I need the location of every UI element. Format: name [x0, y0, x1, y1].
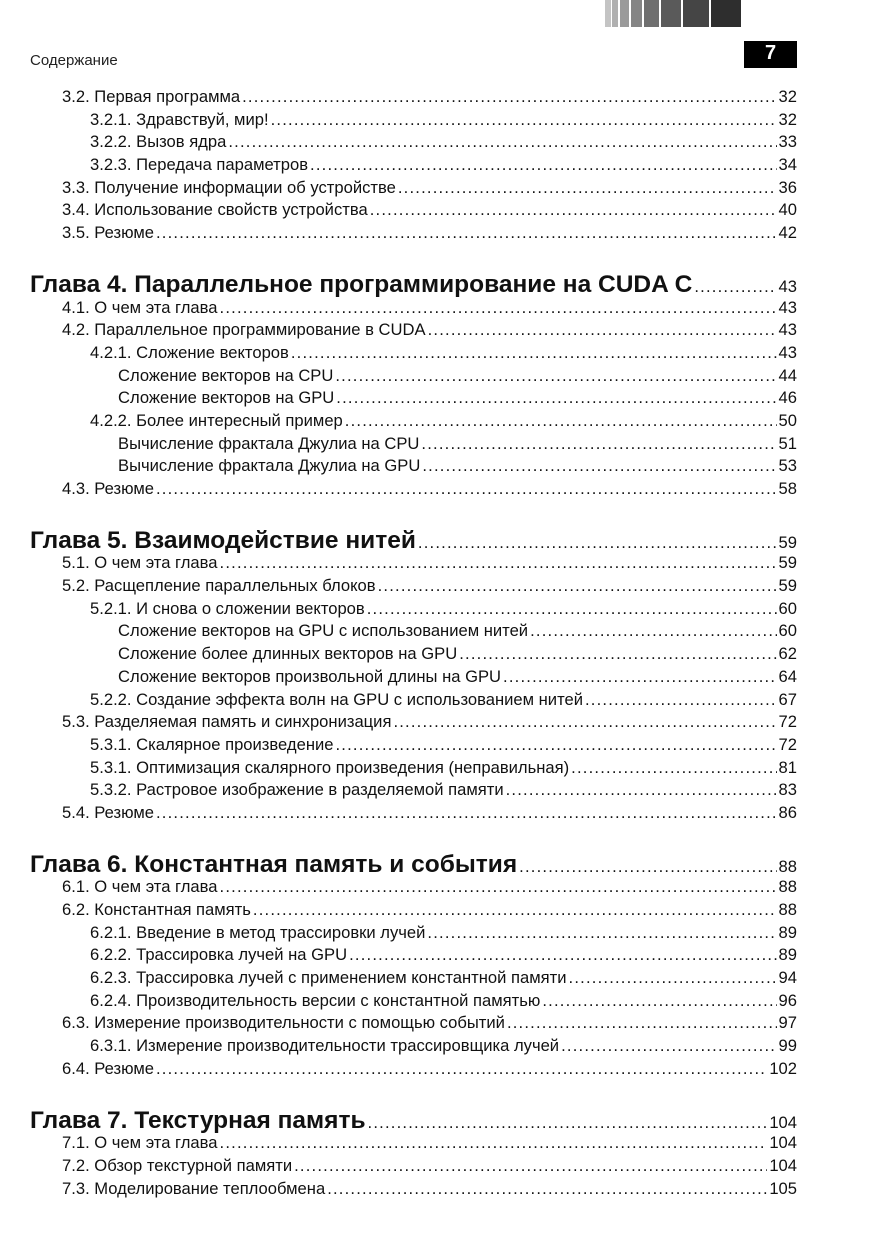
- dot-leader: [506, 779, 777, 802]
- toc-entry-page: 99: [778, 1036, 797, 1056]
- toc-entry-title: 5.2.2. Создание эффекта волн на GPU с использованием нитей: [90, 689, 583, 709]
- toc-entry: [0, 757, 797, 780]
- toc-entry-page: 72: [778, 712, 797, 732]
- toc-chapter-entry: [0, 270, 797, 298]
- toc-entry-page: 34: [778, 155, 797, 175]
- toc-entry-page: 32: [778, 87, 797, 106]
- toc-entry-page: 96: [778, 990, 797, 1010]
- toc-entry-title: 5.2. Расщепление параллельных блоков: [62, 576, 376, 596]
- dot-leader: [422, 455, 776, 478]
- toc-entry-page: 89: [778, 922, 797, 942]
- dot-leader: [393, 711, 776, 734]
- toc-entry: [0, 1178, 797, 1201]
- toc-entry: [0, 455, 797, 478]
- toc-entry-title: Сложение векторов на GPU с использованием нитей: [118, 621, 529, 641]
- dot-leader: [378, 575, 777, 598]
- toc-entry-page: 32: [778, 109, 797, 129]
- toc-entry-page: 81: [778, 757, 797, 777]
- dot-leader: [561, 1035, 776, 1058]
- toc-entry-page: 72: [778, 734, 797, 754]
- toc-entry-title: 6.1. О чем эта глава: [62, 877, 218, 897]
- toc-entry-title: 5.1. О чем эта глава: [62, 553, 218, 573]
- toc-entry-page: 59: [778, 553, 797, 573]
- toc-entry-page: 102: [769, 1058, 797, 1078]
- toc-entry: [0, 297, 797, 320]
- dot-leader: [542, 990, 776, 1013]
- toc-entry-title: 6.3. Измерение производительности с помощью событий: [62, 1013, 505, 1033]
- toc-entry: [0, 342, 797, 365]
- toc-entry-title: Сложение более длинных векторов на GPU: [118, 644, 458, 664]
- toc-entry-title: 5.3.2. Растровое изображение в разделяемой памяти: [90, 780, 504, 800]
- dot-leader: [335, 734, 776, 757]
- dot-leader: [569, 967, 777, 990]
- dot-leader: [530, 620, 776, 643]
- dot-leader: [271, 109, 777, 132]
- running-head-title: Содержание: [30, 52, 118, 69]
- toc-entry: [0, 689, 797, 712]
- toc-entry-page: 104: [769, 1133, 797, 1153]
- toc-chapter-entry: [0, 1106, 797, 1134]
- toc-entry-page: 46: [778, 388, 797, 408]
- toc-entry-page: 40: [778, 200, 797, 220]
- toc-entry-title: Вычисление фрактала Джулиа на GPU: [118, 456, 421, 476]
- toc-entry-title: 6.2.1. Введение в метод трассировки лучей: [90, 922, 426, 942]
- dot-leader: [156, 222, 777, 245]
- toc-entry-page: 59: [778, 532, 797, 552]
- toc-entry-title: Сложение векторов произвольной длины на GPU: [118, 666, 502, 686]
- toc-entry-title: 4.1. О чем эта глава: [62, 297, 218, 317]
- dot-leader: [459, 643, 776, 666]
- toc-entry: [0, 410, 797, 433]
- dot-leader: [310, 154, 776, 177]
- toc-entry-page: 89: [778, 945, 797, 965]
- toc-entry-page: 104: [769, 1155, 797, 1175]
- dot-leader: [336, 387, 776, 410]
- toc-entry-title: 6.3.1. Измерение производительности трассировщика лучей: [90, 1036, 560, 1056]
- page-number: 7: [744, 41, 797, 68]
- toc-entry-title: Вычисление фрактала Джулиа на CPU: [118, 433, 420, 453]
- toc-entry-page: 105: [769, 1178, 797, 1198]
- toc-entry-page: 94: [778, 968, 797, 988]
- toc-entry: [0, 575, 797, 598]
- toc-entry: [0, 222, 797, 245]
- toc-entry-page: 43: [778, 276, 797, 296]
- dot-leader: [370, 199, 777, 222]
- toc-entry-page: 60: [778, 598, 797, 618]
- toc-entry: [0, 1035, 797, 1058]
- toc-entry-title: 7.3. Моделирование теплообмена: [62, 1178, 326, 1198]
- dot-leader: [349, 944, 776, 967]
- toc-entry: [0, 876, 797, 899]
- toc-entry: [0, 433, 797, 456]
- toc-entry-title: 4.2.1. Сложение векторов: [90, 342, 289, 362]
- toc-entry-title: 3.2.1. Здравствуй, мир!: [90, 109, 269, 129]
- toc-entry-title: 5.3.1. Скалярное произведение: [90, 734, 334, 754]
- dot-leader: [220, 552, 777, 575]
- toc-entry-title: 6.2.4. Производительность версии с константной памятью: [90, 990, 541, 1010]
- dot-leader: [220, 297, 777, 320]
- dot-leader: [585, 689, 777, 712]
- toc-entry-title: 6.2. Константная память: [62, 900, 251, 919]
- dot-leader: [427, 922, 776, 945]
- toc-entry: [0, 86, 797, 109]
- toc-entry-title: 5.4. Резюме: [62, 802, 154, 822]
- toc-chapter-entry: [0, 850, 797, 878]
- toc-entry: [0, 387, 797, 410]
- dot-leader: [367, 598, 777, 621]
- dot-leader: [156, 1058, 767, 1081]
- dot-leader: [242, 86, 776, 109]
- toc-entry: [0, 1155, 797, 1178]
- toc-entry: [0, 620, 797, 643]
- dot-leader: [294, 1155, 767, 1178]
- dot-leader: [345, 410, 777, 433]
- toc-entry-page: 64: [778, 666, 797, 686]
- toc-entry-title: Глава 4. Параллельное программирование на CUDA C: [30, 270, 693, 298]
- toc-entry-title: 5.2.1. И снова о сложении векторов: [90, 598, 365, 618]
- toc-entry-page: 58: [778, 479, 797, 498]
- dot-leader: [398, 177, 777, 200]
- dot-leader: [519, 856, 776, 879]
- dot-leader: [428, 319, 777, 342]
- toc-entry-title: 3.2. Первая программа: [62, 87, 241, 106]
- dot-leader: [228, 131, 776, 154]
- toc-entry-page: 88: [778, 856, 797, 876]
- toc-entry-title: 6.2.2. Трассировка лучей на GPU: [90, 945, 348, 965]
- toc-entry-title: 6.4. Резюме: [62, 1058, 154, 1078]
- toc-entry: [0, 478, 797, 501]
- dot-leader: [156, 478, 777, 501]
- toc-entry-title: 5.3.1. Оптимизация скалярного произведения (неправильная): [90, 757, 570, 777]
- toc-entry-page: 43: [778, 342, 797, 362]
- toc-entry: [0, 1058, 797, 1081]
- dot-leader: [156, 802, 777, 825]
- toc-entry-page: 104: [769, 1112, 797, 1132]
- toc-entry-page: 36: [778, 177, 797, 197]
- toc-entry-title: 3.2.3. Передача параметров: [90, 155, 309, 175]
- dot-leader: [220, 876, 777, 899]
- toc-entry: [0, 666, 797, 689]
- toc-entry: [0, 109, 797, 132]
- dot-leader: [507, 1012, 777, 1035]
- toc-entry-title: Глава 7. Текстурная память: [30, 1106, 366, 1134]
- toc-entry-page: 44: [778, 365, 797, 385]
- toc-entry: [0, 365, 797, 388]
- toc-entry: [0, 779, 797, 802]
- toc-entry: [0, 899, 797, 922]
- toc-entry: [0, 711, 797, 734]
- dot-leader: [503, 666, 776, 689]
- toc-entry-page: 33: [778, 132, 797, 152]
- toc-chapter-entry: [0, 526, 797, 554]
- toc-entry: [0, 643, 797, 666]
- dot-leader: [335, 365, 776, 388]
- toc-entry-title: 7.1. О чем эта глава: [62, 1133, 218, 1153]
- toc-entry-title: 3.5. Резюме: [62, 223, 154, 243]
- dot-leader: [220, 1132, 768, 1155]
- toc-entry: [0, 734, 797, 757]
- toc-entry-page: 83: [778, 780, 797, 800]
- toc-entry-page: 86: [778, 802, 797, 822]
- toc-entry-page: 42: [778, 223, 797, 243]
- toc-entry-page: 43: [778, 320, 797, 340]
- toc-entry: [0, 199, 797, 222]
- toc-entry: [0, 177, 797, 200]
- toc-entry-title: 3.2.2. Вызов ядра: [90, 132, 227, 152]
- toc-entry-title: Сложение векторов на CPU: [118, 365, 334, 385]
- toc-entry-page: 88: [778, 877, 797, 897]
- toc-entry-page: 53: [778, 456, 797, 476]
- toc-entry-page: 43: [778, 297, 797, 317]
- dot-leader: [253, 899, 777, 922]
- toc-entry-title: 3.4. Использование свойств устройства: [62, 200, 368, 220]
- toc-entry: [0, 552, 797, 575]
- table-of-contents: [0, 86, 875, 1200]
- toc-entry-title: 5.3. Разделяемая память и синхронизация: [62, 712, 392, 732]
- dot-leader: [571, 757, 776, 780]
- toc-entry-page: 59: [778, 576, 797, 596]
- toc-entry-title: Глава 6. Константная память и события: [30, 850, 518, 878]
- toc-entry-title: 4.2.2. Более интересный пример: [90, 410, 343, 430]
- toc-entry: [0, 131, 797, 154]
- toc-entry-page: 50: [778, 410, 797, 430]
- toc-entry: [0, 1132, 797, 1155]
- toc-entry-page: 60: [778, 621, 797, 641]
- toc-entry-title: Глава 5. Взаимодействие нитей: [30, 526, 416, 554]
- dot-leader: [418, 532, 777, 555]
- toc-entry-title: 4.3. Резюме: [62, 479, 154, 498]
- toc-entry: [0, 967, 797, 990]
- toc-entry-title: 4.2. Параллельное программирование в CUDA: [62, 320, 426, 340]
- toc-entry-page: 51: [778, 433, 797, 453]
- toc-entry-page: 97: [778, 1013, 797, 1033]
- toc-entry-page: 88: [778, 900, 797, 919]
- dot-leader: [368, 1112, 768, 1135]
- toc-entry: [0, 1012, 797, 1035]
- toc-entry-title: 6.2.3. Трассировка лучей с применением константной памяти: [90, 968, 567, 988]
- dot-leader: [421, 433, 776, 456]
- dot-leader: [694, 276, 776, 299]
- toc-entry-title: Сложение векторов на GPU: [118, 388, 335, 408]
- toc-entry-page: 62: [778, 644, 797, 664]
- dot-leader: [291, 342, 777, 365]
- toc-entry: [0, 802, 797, 825]
- toc-entry-page: 67: [778, 689, 797, 709]
- toc-entry: [0, 922, 797, 945]
- toc-entry: [0, 598, 797, 621]
- toc-entry-title: 7.2. Обзор текстурной памяти: [62, 1155, 293, 1175]
- toc-entry: [0, 319, 797, 342]
- dot-leader: [327, 1178, 767, 1201]
- toc-entry-title: 3.3. Получение информации об устройстве: [62, 177, 396, 197]
- toc-entry: [0, 154, 797, 177]
- toc-entry: [0, 944, 797, 967]
- toc-entry: [0, 990, 797, 1013]
